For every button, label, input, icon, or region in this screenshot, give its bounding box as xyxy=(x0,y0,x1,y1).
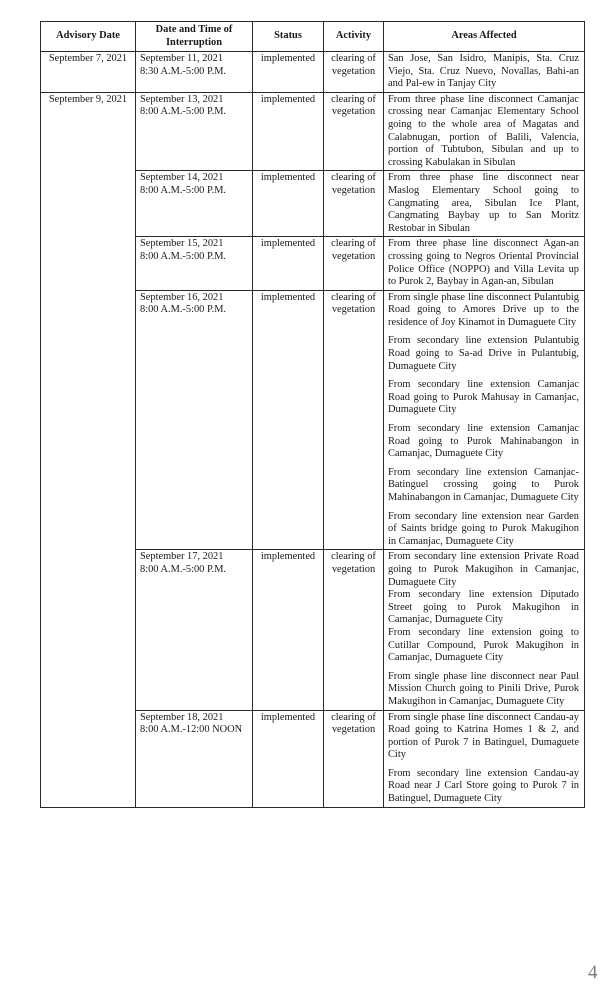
interruption-date: September 18, 2021 xyxy=(140,711,224,723)
area-item: From single phase line disconnect Candau-ay Road going to Katrina Homes 1 & 2, and portion of Purok 7 in Batinguel, Dumaguete City xyxy=(388,711,579,761)
activity-cell: clearing of vegetation xyxy=(324,710,384,807)
interruption-time: 8:00 A.M.-5:00 P.M. xyxy=(140,106,227,118)
header-advisory-date: Advisory Date xyxy=(41,22,136,52)
areas-cell xyxy=(384,237,585,290)
interruption-time: 8:00 A.M.-5:00 P.M. xyxy=(140,184,227,196)
area-item: From secondary line extension Private Road going to Purok Makugihon in Camanjac, Dumaguete City xyxy=(388,551,579,588)
areas-cell xyxy=(384,710,585,807)
status-cell: implemented xyxy=(253,92,324,171)
interruption-date: September 14, 2021 xyxy=(140,172,224,184)
interruption-cell xyxy=(136,52,253,93)
page-number: 4 xyxy=(588,962,598,983)
interruption-date: September 17, 2021 xyxy=(140,551,224,563)
area-item: From secondary line extension Pulantubig Road going to Sa-ad Drive in Pulantubig, Dumaguete City xyxy=(388,335,579,372)
activity-cell: clearing of vegetation xyxy=(324,237,384,290)
header-activity: Activity xyxy=(324,22,384,52)
area-item: From secondary line extension Diputado Street going to Purok Makugihon in Camanjac, Dumaguete City xyxy=(388,589,579,626)
table-row xyxy=(41,52,585,93)
table-row xyxy=(41,92,585,171)
status-cell: implemented xyxy=(253,290,324,550)
area-item: From three phase line disconnect near Maslog Elementary School going to Cangmating area, Sibulan Ice Plant, Cangmating Baybay up to San Moritz Restobar in Sibulan xyxy=(388,172,579,234)
status-cell: implemented xyxy=(253,52,324,93)
interruption-cell xyxy=(136,290,253,550)
area-item: From three phase line disconnect Agan-an crossing going to Negros Oriental Provincial Police Office (NOPPO) and Villa Levita up to Purok 2, Baybay in Agan-an, Sibulan xyxy=(388,238,579,288)
area-item: From secondary line extension Camanjac-Batinguel crossing going to Purok Mahinabangon in Camanjac, Dumaguete City xyxy=(388,466,579,503)
advisory-date-cell: September 7, 2021 xyxy=(41,52,136,93)
status-cell: implemented xyxy=(253,710,324,807)
areas-cell xyxy=(384,171,585,237)
areas-cell xyxy=(384,52,585,93)
activity-cell: clearing of vegetation xyxy=(324,52,384,93)
area-item: From secondary line extension Camanjac Road going to Purok Mahinabangon in Camanjac, Dumaguete City xyxy=(388,423,579,460)
interruption-date: September 11, 2021 xyxy=(140,53,224,64)
activity-cell: clearing of vegetation xyxy=(324,171,384,237)
area-item: San Jose, San Isidro, Manipis, Sta. Cruz Viejo, Sta. Cruz Nuevo, Novallas, Bahi-an and Pal-ew in Tanjay City xyxy=(388,53,579,90)
status-cell: implemented xyxy=(253,171,324,237)
header-areas: Areas Affected xyxy=(384,22,585,52)
areas-cell xyxy=(384,92,585,171)
interruption-date: September 13, 2021 xyxy=(140,93,224,105)
interruption-cell xyxy=(136,550,253,710)
area-item: From secondary line extension near Garden of Saints bridge going to Purok Makugihon in Camanjac, Dumaguete City xyxy=(388,510,579,547)
area-item: From single phase line disconnect near Paul Mission Church going to Pinili Drive, Purok Makugihon in Camanjac, Dumaguete City xyxy=(388,670,579,707)
areas-cell xyxy=(384,290,585,550)
status-cell: implemented xyxy=(253,237,324,290)
interruption-time: 8:00 A.M.-5:00 P.M. xyxy=(140,563,227,575)
activity-cell: clearing of vegetation xyxy=(324,290,384,550)
area-item: From secondary line extension Camanjac Road going to Purok Mahusay in Camanjac, Dumaguete City xyxy=(388,379,579,416)
header-date-time: Date and Time of Interruption xyxy=(136,22,253,52)
status-cell: implemented xyxy=(253,550,324,710)
interruption-date: September 15, 2021 xyxy=(140,238,224,250)
interruption-cell xyxy=(136,92,253,171)
activity-cell: clearing of vegetation xyxy=(324,92,384,171)
area-item: From secondary line extension Candau-ay Road near J Carl Store going to Purok 7 in Batinguel, Dumaguete City xyxy=(388,767,579,805)
interruption-time: 8:00 A.M.-12:00 NOON xyxy=(140,724,243,736)
interruption-time: 8:00 A.M.-5:00 P.M. xyxy=(140,304,227,316)
advisory-date-cell: September 9, 2021 xyxy=(41,92,136,807)
interruption-date: September 16, 2021 xyxy=(140,291,224,303)
interruption-cell xyxy=(136,171,253,237)
activity-cell: clearing of vegetation xyxy=(324,550,384,710)
interruption-time: 8:30 A.M.-5:00 P.M. xyxy=(140,65,227,77)
header-status: Status xyxy=(253,22,324,52)
advisory-table xyxy=(40,21,585,808)
interruption-cell xyxy=(136,710,253,807)
interruption-time: 8:00 A.M.-5:00 P.M. xyxy=(140,250,227,262)
area-item: From secondary line extension going to Cutillar Compound, Purok Makugihon in Camanjac, Dumaguete City xyxy=(388,626,579,664)
area-item: From single phase line disconnect Pulantubig Road going to Amores Drive up to the residence of Joy Kinamot in Dumaguete City xyxy=(388,291,579,328)
area-item: From three phase line disconnect Camanjac crossing near Camanjac Elementary School going to the whole area of Magatas and Calabnugan, portion of Balili, Valencia, portion of Tubtubon, Sibulan and up to crossing Kabulakan in Sibulan xyxy=(388,93,579,168)
interruption-cell xyxy=(136,237,253,290)
header-row xyxy=(41,22,585,52)
areas-cell xyxy=(384,550,585,710)
